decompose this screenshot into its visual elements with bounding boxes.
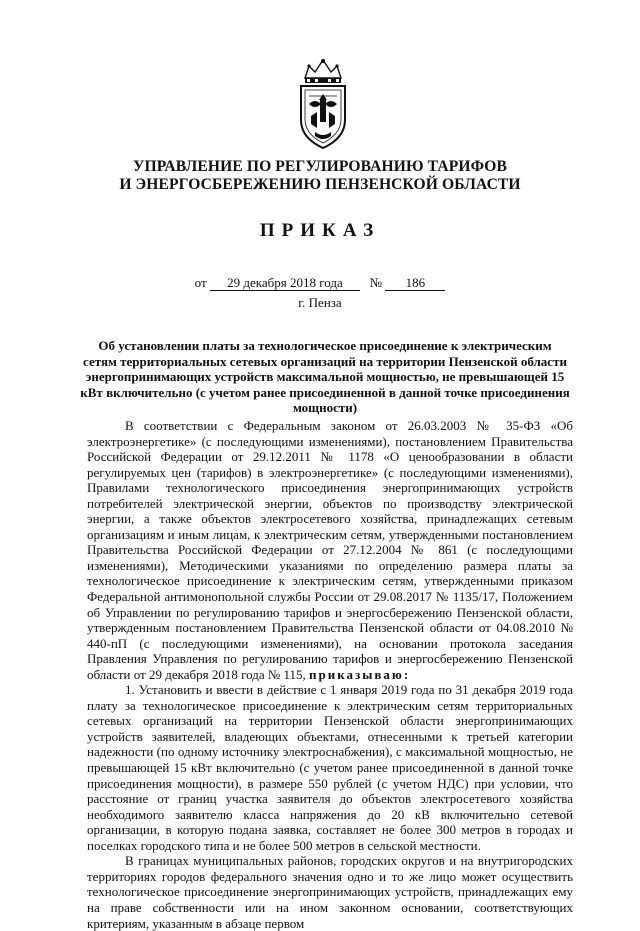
date-prefix: от xyxy=(194,275,207,290)
order-subject: Об установлении платы за технологическое присоединение к электрическим сетям территориальных сетевых организаций на территории Пензенской области энергопринимающих устройств максимальной мощностью, не превышающей 15 кВт включительно (с учетом ранее присоединенной в данной точке присоединения мощности) xyxy=(80,338,570,415)
date-number-line xyxy=(0,275,640,291)
order-number: 186 xyxy=(385,276,445,291)
paragraph-item-1-continued: В границах муниципальных районов, городских округов и на внутригородских территориях городов федерального значения одно и то же лицо может осуществить технологическое присоединение энергопринимающих устройств, принадлежащих ему на праве собственности или на ином законном основании, соответствующих критериям, указанным в абзаце первом xyxy=(87,853,573,931)
agency-name-line1: УПРАВЛЕНИЕ ПО РЕГУЛИРОВАНИЮ ТАРИФОВ xyxy=(132,158,507,175)
paragraph-item-1: 1. Установить и ввести в действие с 1 января 2019 года по 31 декабря 2019 года плату за технологическое присоединение к электрическим сетям территориальных сетевых организаций на территории Пензенской области энергопринимающих устройств заявителей, владеющих объектами, отнесенными к третьей категории надежности (по одному источнику электроснабжения), с максимальной мощностью, не превышающей 15 кВт включительно (с учетом ранее присоединенной в данной точке присоединения мощности), в размере 550 рублей (с учетом НДС) при условии, что расстояние от границ участка заявителя до объектов электросетевого хозяйства необходимого заявителю класса напряжения до 20 кВ включительно сетевой организации, в которую подана заявка, составляет не более 300 метров в городах и поселках городского типа и не более 500 метров в сельской местности. xyxy=(87,682,573,853)
preamble-text: В соответствии с Федеральным законом от 26.03.2003 № 35-ФЗ «Об электроэнергетике» (с последующими изменениями), постановлением Правительства Российской Федерации от 29.12.2011 № 1178 «О ценообразовании в области регулируемых цен (тарифов) в электроэнергетике» (с последующими изменениями), Правилами технологического присоединения энергопринимающих устройств потребителей электрической энергии, объектов по производству электрической энергии, а также объектов электросетевого хозяйства, принадлежащих сетевым организациям и иным лицам, к электрическим сетям, утвержденными постановлением Правительства Российской Федерации от 27.12.2004 № 861 (с последующими изменениями), Методическими указаниями по определению размера платы за технологическое присоединение к электрическим сетям, утвержденными приказом Федеральной антимонопольной службы России от 29.08.2017 № 1135/17, Положением об Управлении по регулированию тарифов и энергосбережению Пензенской области, утвержденным постановлением Правительства Пензенской области от 04.08.2010 № 440-пП (с последующими изменениями), на основании протокола заседания Правления Управления по регулированию тарифов и энергосбережению Пензенской области от 29 декабря 2018 года № 115, xyxy=(87,418,573,682)
agency-name-line2: И ЭНЕРГОСБЕРЕЖЕНИЮ ПЕНЗЕНСКОЙ ОБЛАСТИ xyxy=(119,176,521,193)
order-word-colon: : xyxy=(403,666,411,682)
coat-of-arms-emblem xyxy=(297,58,349,150)
number-sign: № xyxy=(369,275,383,290)
paragraph-preamble xyxy=(87,418,573,682)
order-word: приказываю xyxy=(309,666,404,682)
order-body xyxy=(87,418,573,931)
order-date: 29 декабря 2018 года xyxy=(210,276,360,291)
city-name: г. Пенза xyxy=(298,295,342,310)
document-type-title: ПРИКАЗ xyxy=(259,220,381,241)
agency-name xyxy=(0,158,640,194)
